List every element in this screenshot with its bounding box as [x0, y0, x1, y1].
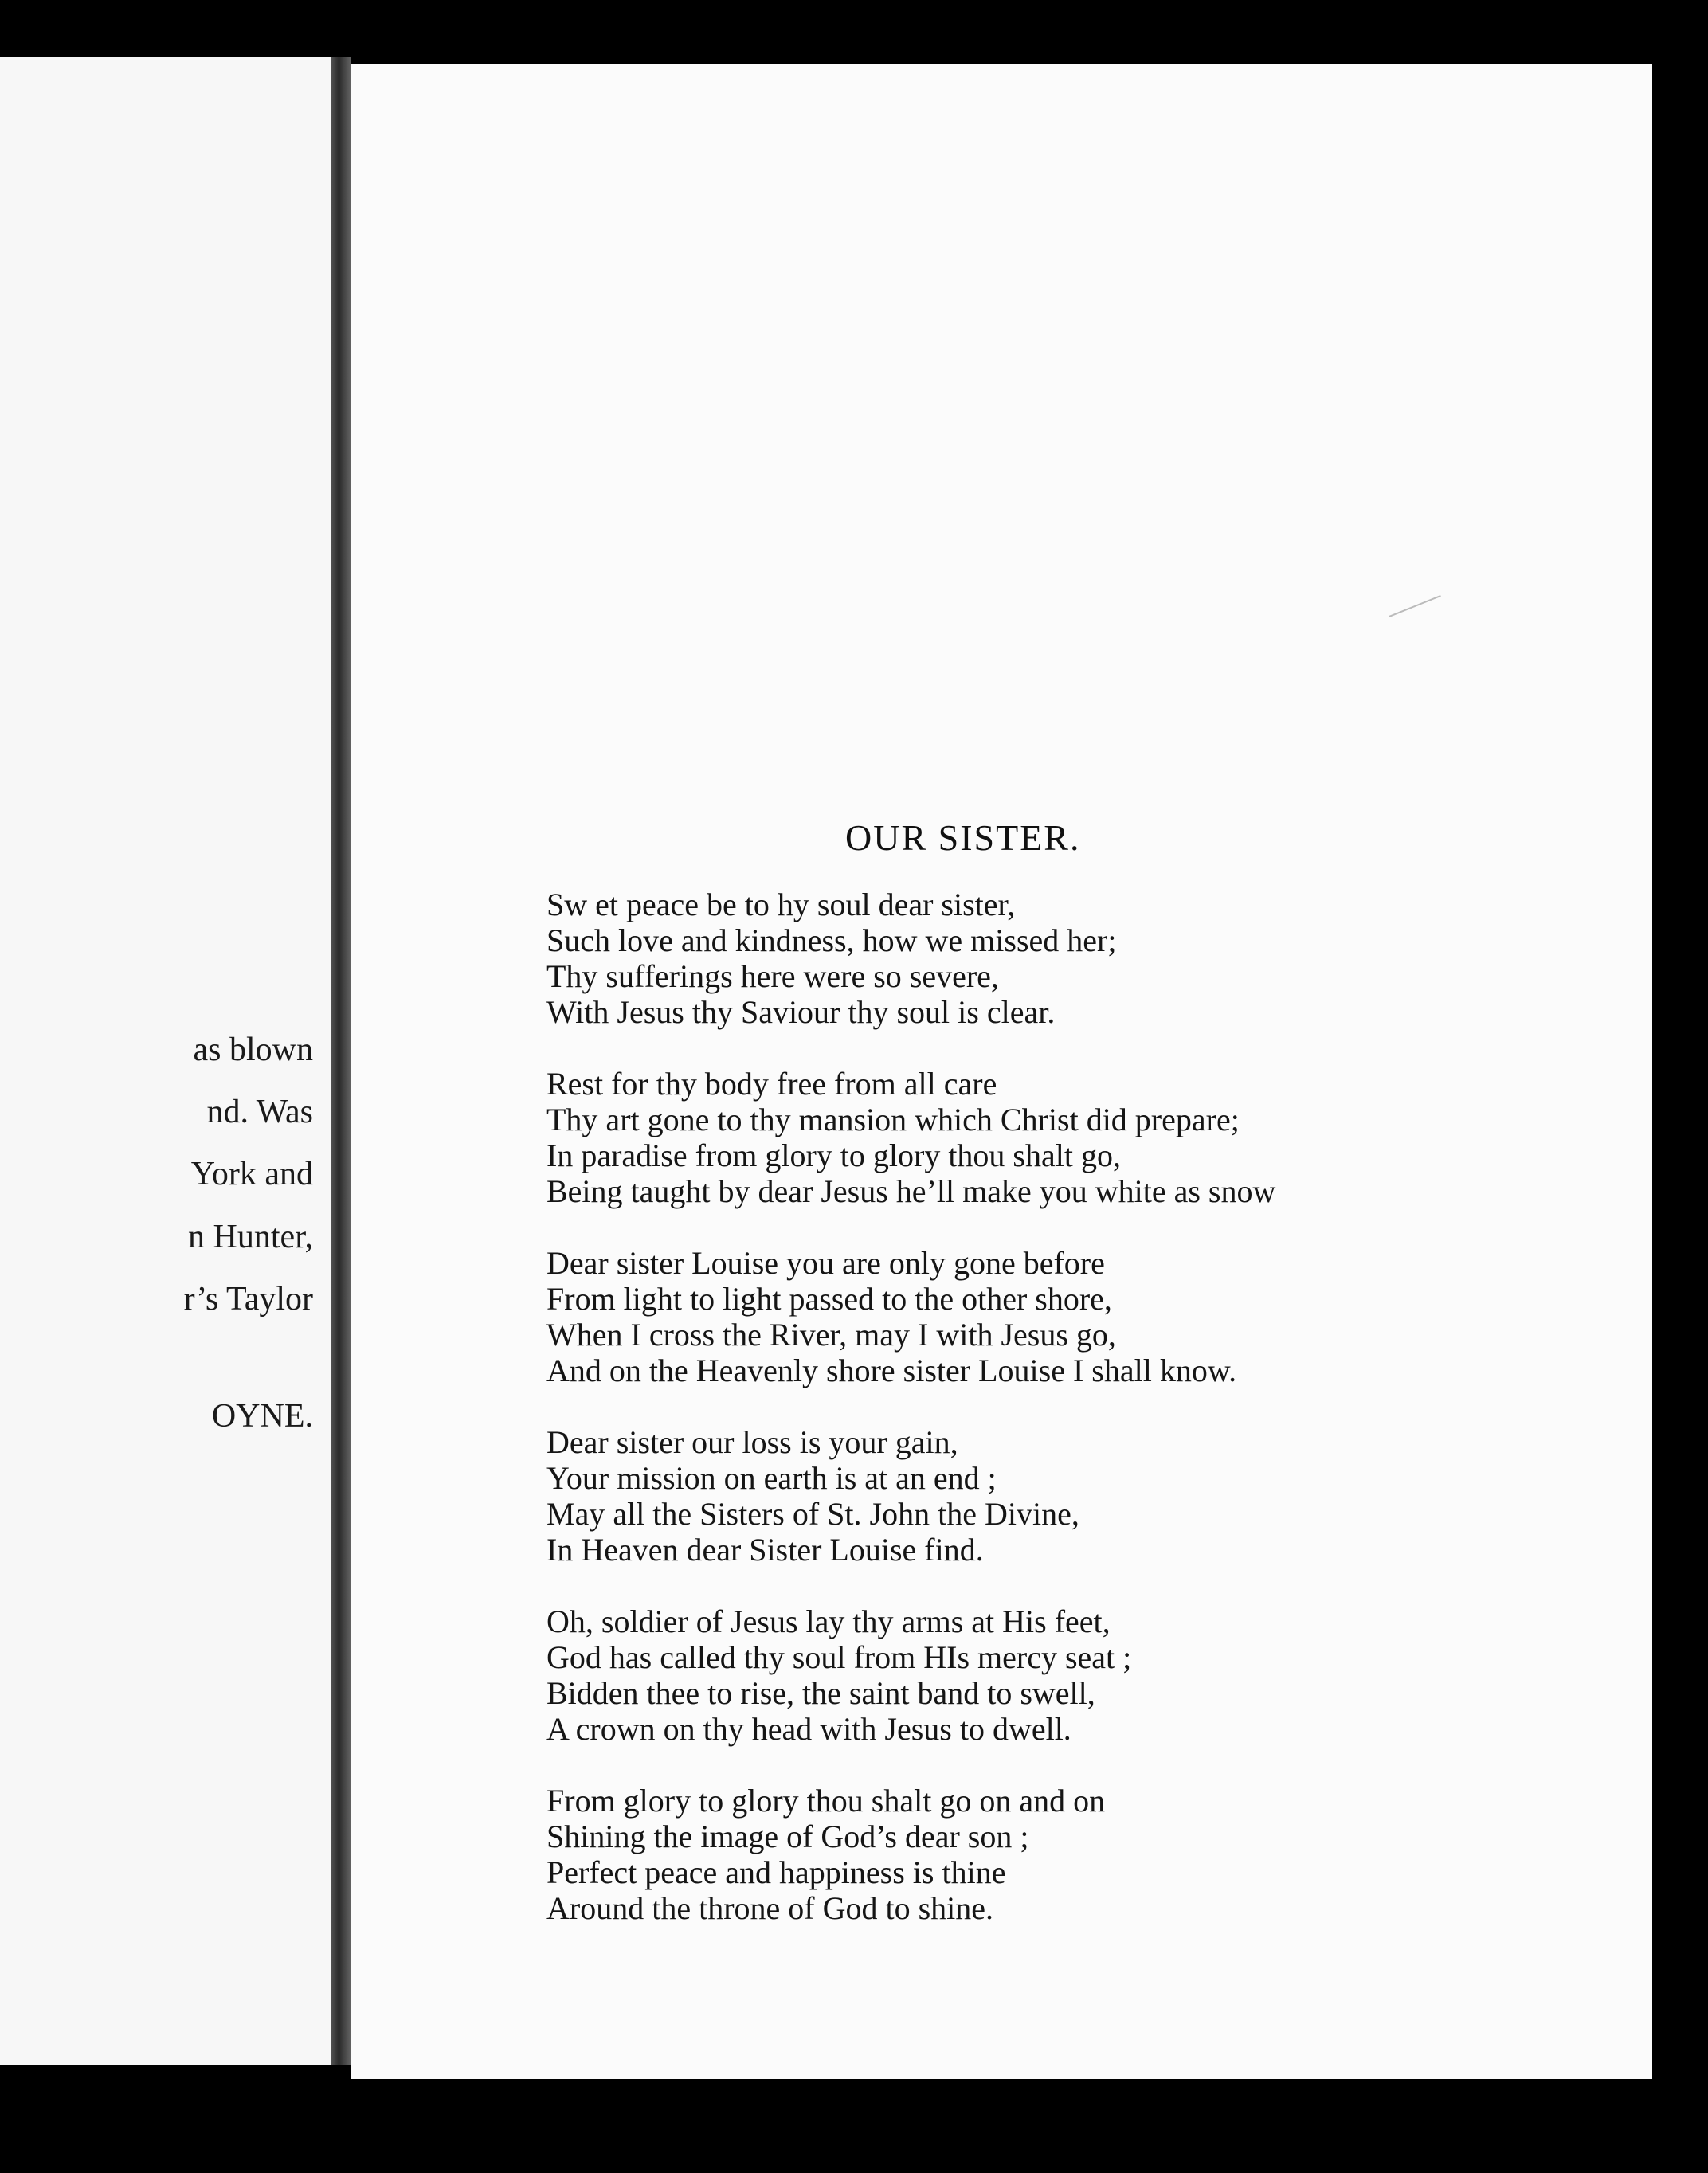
poem-line: And on the Heavenly shore sister Louise I shall know. [546, 1353, 1237, 1388]
left-page-text-fragment: as blown [193, 1032, 313, 1068]
poem-line: Perfect peace and happiness is thine [546, 1854, 1006, 1890]
poem-line: Rest for thy body free from all care [546, 1066, 997, 1102]
poem-line: Sw et peace be to hy soul dear sister, [546, 887, 1016, 922]
poem-stanza [546, 1066, 1275, 1209]
poem-line: A crown on thy head with Jesus to dwell. [546, 1711, 1071, 1747]
left-page-text-fragment: York and [190, 1156, 313, 1192]
paper-blemish [1389, 595, 1441, 617]
poem-line: Being taught by dear Jesus he’ll make you white as snow [546, 1173, 1276, 1209]
poem-stanza [546, 1783, 1275, 1926]
poem-body [546, 887, 1275, 1962]
poem-line: Dear sister our loss is your gain, [546, 1424, 958, 1460]
book-spine-gutter [331, 57, 351, 2065]
poem-line: Around the throne of God to shine. [546, 1890, 994, 1926]
poem-line: God has called thy soul from HIs mercy seat ; [546, 1639, 1132, 1675]
poem-stanza [546, 1245, 1275, 1388]
poem-line: Bidden thee to rise, the saint band to swell, [546, 1675, 1095, 1711]
poem-line: May all the Sisters of St. John the Divine, [546, 1496, 1079, 1532]
left-page-text-fragment: OYNE. [211, 1398, 313, 1435]
poem-line: Thy sufferings here were so severe, [546, 958, 999, 994]
poem-stanza [546, 1424, 1275, 1568]
poem-line: Oh, soldier of Jesus lay thy arms at His feet, [546, 1603, 1111, 1639]
poem-line: From glory to glory thou shalt go on and on [546, 1783, 1106, 1819]
left-page-text-fragment: nd. Was [206, 1094, 313, 1130]
poem-line: In Heaven dear Sister Louise find. [546, 1532, 984, 1568]
poem-title: OUR SISTER. [845, 817, 1081, 858]
poem-line: From light to light passed to the other shore, [546, 1281, 1112, 1317]
poem-line: Your mission on earth is at an end ; [546, 1460, 997, 1496]
right-page [351, 64, 1652, 2079]
poem-line: Such love and kindness, how we missed her; [546, 922, 1117, 958]
poem-line: In paradise from glory to glory thou shalt go, [546, 1137, 1121, 1173]
left-page-text-fragment: r’s Taylor [183, 1281, 313, 1318]
poem-line: Shining the image of God’s dear son ; [546, 1819, 1029, 1854]
poem-stanza [546, 1603, 1275, 1747]
left-page-text-fragment: n Hunter, [188, 1219, 313, 1255]
poem-line: Dear sister Louise you are only gone before [546, 1245, 1105, 1281]
poem-line: Thy art gone to thy mansion which Christ did prepare; [546, 1102, 1240, 1137]
left-page [0, 57, 331, 2065]
poem-stanza [546, 887, 1275, 1030]
poem-line: With Jesus thy Saviour thy soul is clear. [546, 994, 1056, 1030]
poem-line: When I cross the River, may I with Jesus go, [546, 1317, 1116, 1353]
